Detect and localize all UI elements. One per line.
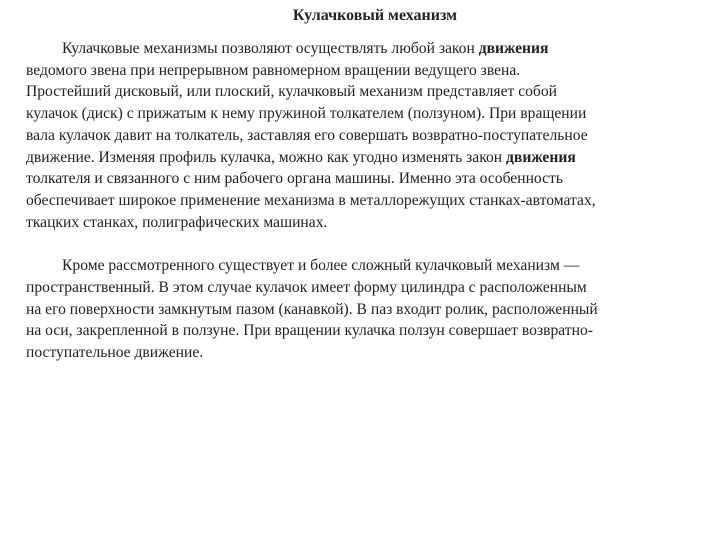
document-title: Кулачковый механизм <box>292 7 458 24</box>
paragraph-2-line: Кроме рассмотренного существует и более сложный кулачковый механизм — <box>62 257 580 275</box>
paragraph-2-line: пространственный. В этом случае кулачок имеет форму цилиндра с расположенным <box>26 279 587 297</box>
emphasis-word: движения <box>478 40 549 57</box>
paragraph-1-line: ткацких станках, полиграфических машинах. <box>26 213 328 231</box>
paragraph-2-line: на оси, закрепленной в ползуне. При вращении кулачка ползун совершает возвратно- <box>26 322 593 340</box>
paragraph-2 <box>26 255 694 364</box>
paragraph-1-line: кулачок (диск) с прижатым к нему пружиной толкателем (ползуном). При вращении <box>26 105 587 123</box>
paragraph-1-line: ведомого звена при непрерывном равномерном вращении ведущего звена. <box>26 61 521 79</box>
paragraph-2-line: на его поверхности замкнутым пазом (канавкой). В паз входит ролик, расположенный <box>26 300 598 318</box>
paragraph-2-line: поступательное движение. <box>26 344 204 362</box>
paragraph-1-line: Простейший дисковый, или плоский, кулачковый механизм представляет собой <box>26 83 557 101</box>
paragraph-1-line: толкателя и связанного с ним рабочего органа машины. Именно эта особенность <box>26 170 563 188</box>
paragraph-1-line: вала кулачок давит на толкатель, заставляя его совершать возвратно-поступательное <box>26 126 588 144</box>
paragraph-1 <box>26 38 694 233</box>
paragraph-1-line: Кулачковые механизмы позволяют осуществлять любой закон движения <box>62 40 549 57</box>
emphasis-word: движения <box>506 148 576 166</box>
paragraph-1-line: движение. Изменяя профиль кулачка, можно как угодно изменять закон движения <box>26 148 576 166</box>
document-page <box>26 0 694 364</box>
paragraph-1-line: обеспечивает широкое применение механизма в металлорежущих станках-автоматах, <box>26 191 596 209</box>
